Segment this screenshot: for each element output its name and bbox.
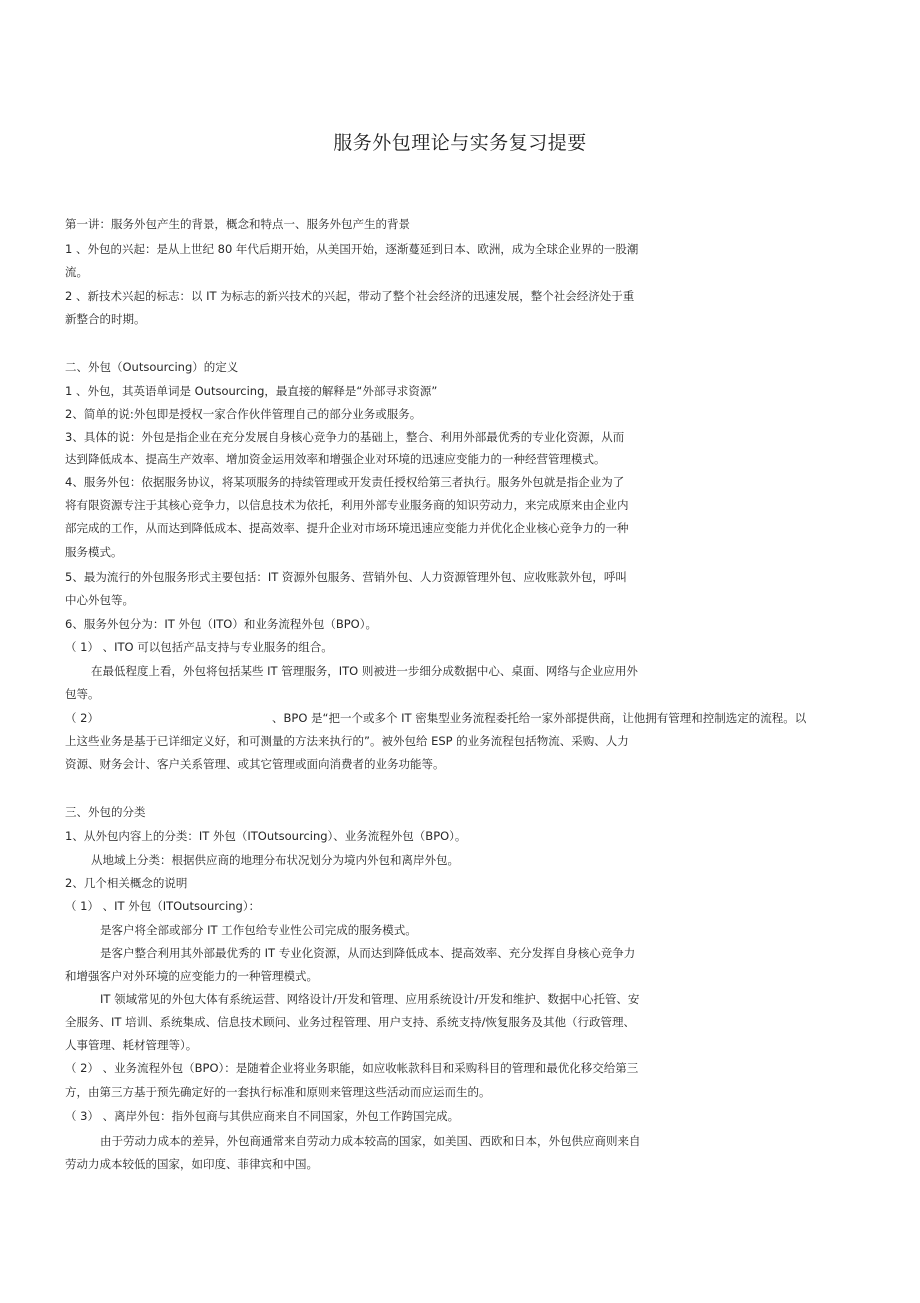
- paragraph-line: 1 、外包的兴起：是从上世纪 80 年代后期开始，从美国开始，逐渐蔓延到日本、欧洲，成为全球企业界的一股潮: [65, 242, 639, 256]
- paragraph-line: 将有限资源专注于其核心竞争力，以信息技术为依托，利用外部专业服务商的知识劳动力，来完成原来由企业内: [65, 498, 629, 512]
- paragraph-line: 、BPO 是“把一个或多个 IT 密集型业务流程委托给一家外部提供商，让他拥有管理和控制选定的流程。以: [272, 711, 807, 725]
- paragraph-line: IT 领域常见的外包大体有系统运营、网络设计/开发和管理、应用系统设计/开发和维护、数据中心托管、安: [100, 992, 640, 1006]
- paragraph-line: （ 3） 、离岸外包：指外包商与其供应商来自不同国家，外包工作跨国完成。: [65, 1109, 460, 1123]
- paragraph-line: 人事管理、耗材管理等）。: [65, 1038, 198, 1052]
- paragraph-line: 2 、新技术兴起的标志：以 IT 为标志的新兴技术的兴起，带动了整个社会经济的迅速发展，整个社会经济处于重: [65, 289, 635, 303]
- paragraph-line: 达到降低成本、提高生产效率、增加资金运用效率和增强企业对环境的迅速应变能力的一种经营管理模式。: [65, 452, 606, 466]
- paragraph-line: 在最低程度上看，外包将包括某些 IT 管理服务，ITO 则被进一步细分成数据中心、桌面、网络与企业应用外: [91, 664, 638, 678]
- section-heading: 二、外包（Outsourcing）的定义: [65, 360, 239, 374]
- paragraph-line: 资源、财务会计、客户关系管理、或其它管理或面向消费者的业务功能等。: [65, 757, 445, 771]
- paragraph-line: 劳动力成本较低的国家，如印度、菲律宾和中国。: [65, 1157, 318, 1171]
- paragraph-line: 部完成的工作，从而达到降低成本、提高效率、提升企业对市场环境迅速应变能力并优化企业核心竞争力的一种: [65, 521, 629, 535]
- paragraph-line: （ 2）: [65, 711, 99, 725]
- paragraph-line: 2、简单的说:外包即是授权一家合作伙伴管理自己的部分业务或服务。: [65, 407, 422, 421]
- paragraph-line: 1、从外包内容上的分类：IT 外包（ITOutsourcing）、业务流程外包（BPO）。: [65, 829, 467, 843]
- paragraph-line: 新整合的时期。: [65, 312, 146, 326]
- paragraph-line: 上这些业务是基于已详细定义好，和可测量的方法来执行的”。被外包给 ESP 的业务流程包括物流、采购、人力: [65, 734, 629, 748]
- paragraph-line: 1 、外包，其英语单词是 Outsourcing，最直接的解释是“外部寻求资源”: [65, 384, 438, 398]
- paragraph-line: 中心外包等。: [65, 593, 134, 607]
- lecture-heading: 第一讲：服务外包产生的背景，概念和特点一、服务外包产生的背景: [65, 217, 410, 231]
- section-heading: 三、外包的分类: [65, 805, 146, 819]
- paragraph-line: 6、服务外包分为：IT 外包（ITO）和业务流程外包（BPO）。: [65, 617, 377, 631]
- paragraph-line: 方，由第三方基于预先确定好的一套执行标准和原则来管理这些活动而应运而生的。: [65, 1085, 491, 1099]
- paragraph-line: 从地域上分类：根据供应商的地理分布状况划分为境内外包和离岸外包。: [91, 853, 459, 867]
- paragraph-line: （ 1） 、ITO 可以包括产品支持与专业服务的组合。: [65, 640, 333, 654]
- paragraph-line: 和增强客户对外环境的应变能力的一种管理模式。: [65, 969, 318, 983]
- paragraph-line: 全服务、IT 培训、系统集成、信息技术顾问、业务过程管理、用户支持、系统支持/恢复服务及其他（行政管理、: [65, 1015, 635, 1029]
- paragraph-line: 流。: [65, 265, 88, 279]
- paragraph-line: 2、几个相关概念的说明: [65, 876, 188, 890]
- paragraph-line: （ 2） 、业务流程外包（BPO）：是随着企业将业务职能，如应收帐款科目和采购科目的管理和最优化移交给第三: [65, 1061, 639, 1075]
- paragraph-line: 是客户将全部或部分 IT 工作包给专业性公司完成的服务模式。: [100, 923, 417, 937]
- paragraph-line: 由于劳动力成本的差异，外包商通常来自劳动力成本较高的国家，如美国、西欧和日本，外包供应商则来自: [100, 1134, 641, 1148]
- document-title: 服务外包理论与实务复习提要: [333, 132, 587, 154]
- paragraph-line: （ 1） 、IT 外包（ITOutsourcing）：: [65, 899, 261, 913]
- paragraph-line: 3、具体的说：外包是指企业在充分发展自身核心竞争力的基础上，整合、利用外部最优秀的专业化资源，从而: [65, 430, 625, 444]
- paragraph-line: 服务模式。: [65, 545, 123, 559]
- paragraph-line: 包等。: [65, 687, 100, 701]
- paragraph-line: 是客户整合利用其外部最优秀的 IT 专业化资源，从而达到降低成本、提高效率、充分发挥自身核心竞争力: [100, 946, 636, 960]
- paragraph-line: 4、服务外包：依据服务协议，将某项服务的持续管理或开发责任授权给第三者执行。服务外包就是指企业为了: [65, 475, 625, 489]
- paragraph-line: 5、最为流行的外包服务形式主要包括：IT 资源外包服务、营销外包、人力资源管理外包、应收账款外包，呼叫: [65, 570, 627, 584]
